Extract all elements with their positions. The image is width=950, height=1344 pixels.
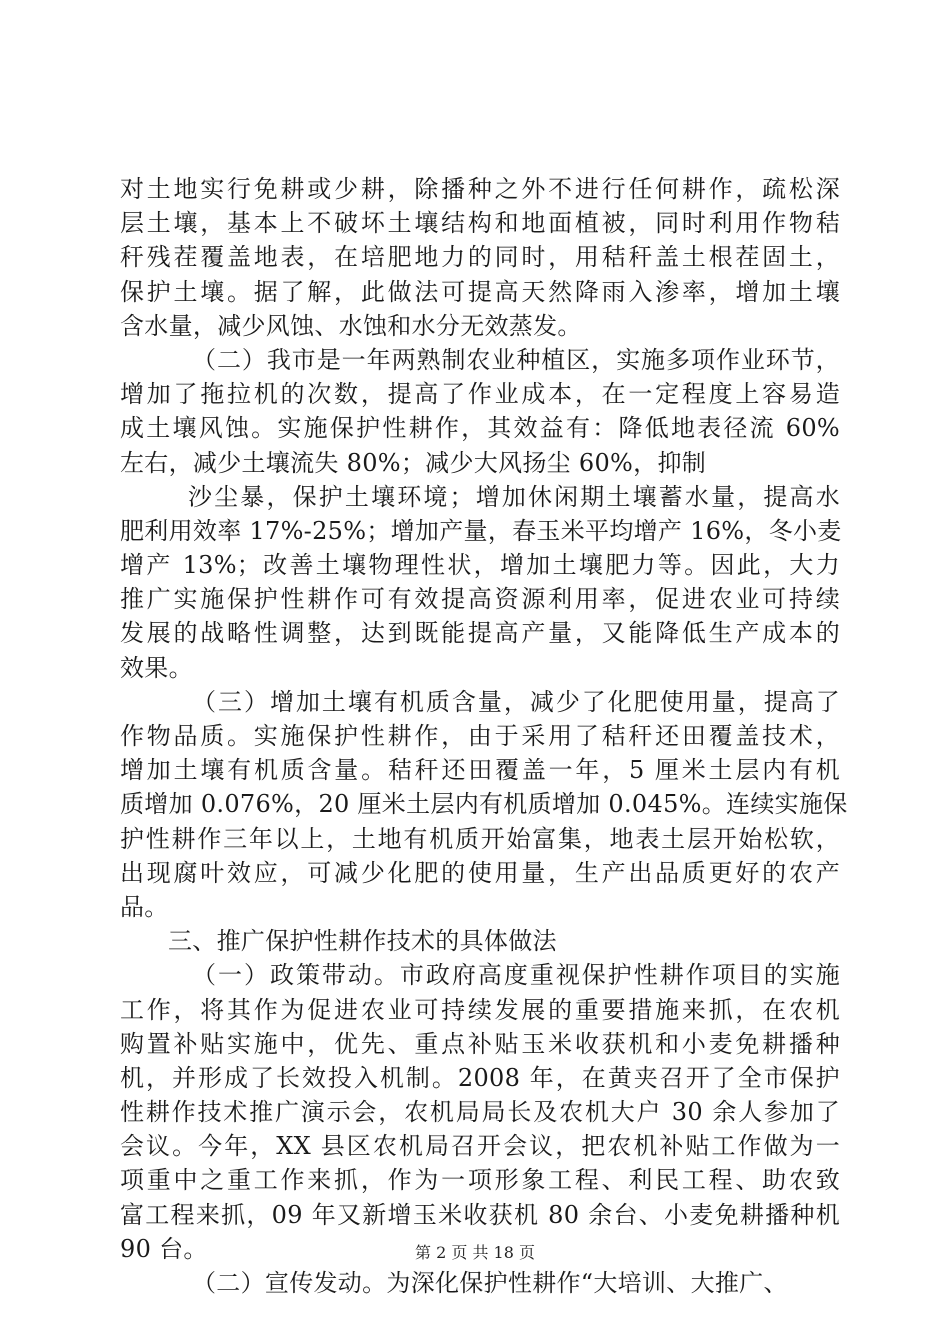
page-number: 第 2 页 共 18 页 (415, 1243, 535, 1262)
section-heading-text: 三、推广保护性耕作技术的具体做法 (168, 927, 557, 956)
text-line: 增产 13%；改善土壤物理性状，增加土壤肥力等。因此，大力 (120, 551, 840, 580)
text-line: 肥利用效率 17%-25%；增加产量，春玉米平均增产 16%，冬小麦 (120, 516, 842, 545)
paragraph (120, 685, 848, 924)
text-line: 质增加 0.076%，20 厘米土层内有机质增加 0.045%。连续实施保 (120, 790, 848, 819)
text-line: 保护土壤。据了解，此做法可提高天然降雨入渗率，增加土壤 (120, 277, 840, 306)
text-line: 富工程来抓，09 年又新增玉米收获机 80 余台、小麦免耕播种机 (120, 1200, 840, 1229)
document-body (120, 172, 848, 1300)
text-line: 层土壤，基本上不破坏土壤结构和地面植被，同时利用作物秸 (120, 209, 840, 238)
text-line: （二）我市是一年两熟制农业种植区，实施多项作业环节， (192, 345, 840, 374)
text-line: 发展的战略性调整，达到既能提高产量，又能降低生产成本的 (120, 619, 840, 648)
text-line: 效果。 (120, 653, 193, 682)
paragraph (120, 1266, 840, 1300)
text-line: （一）政策带动。市政府高度重视保护性耕作项目的实施 (192, 961, 840, 990)
page-footer (0, 1243, 950, 1263)
text-line: 成土壤风蚀。实施保护性耕作，其效益有：降低地表径流 60% (120, 414, 840, 443)
text-line: 护性耕作三年以上，土地有机质开始富集，地表土层开始松软， (120, 824, 840, 853)
paragraph (120, 172, 840, 343)
text-line: 作物品质。实施保护性耕作，由于采用了秸秆还田覆盖技术， (120, 722, 840, 750)
paragraph (120, 343, 840, 480)
text-line: 左右，减少土壤流失 80%；减少大风扬尘 60%，抑制 (120, 448, 707, 477)
text-line: 品。 (120, 892, 169, 921)
text-line: 增加了拖拉机的次数，提高了作业成本，在一定程度上容易造 (120, 380, 840, 409)
text-line: 会议。今年，XX 县区农机局召开会议，把农机补贴工作做为一 (120, 1132, 840, 1161)
text-line: 项重中之重工作来抓，作为一项形象工程、利民工程、助农致 (120, 1166, 840, 1195)
text-line: 购置补贴实施中，优先、重点补贴玉米收获机和小麦免耕播种 (120, 1029, 840, 1058)
text-line: （三）增加土壤有机质含量，减少了化肥使用量，提高了 (192, 687, 840, 716)
text-line: 对土地实行免耕或少耕，除播种之外不进行任何耕作，疏松深 (120, 175, 840, 203)
text-line: 沙尘暴，保护土壤环境；增加休闲期土壤蓄水量，提高水 (188, 482, 840, 511)
text-line: （二）宣传发动。为深化保护性耕作“大培训、大推广、 (192, 1269, 788, 1297)
text-line: 机，并形成了长效投入机制。2008 年，在黄夹召开了全市保护 (120, 1063, 840, 1092)
paragraph (120, 958, 840, 1266)
text-line: 性耕作技术推广演示会，农机局局长及农机大户 30 余人参加了 (120, 1098, 840, 1127)
text-line: 增加土壤有机质含量。秸秆还田覆盖一年，5 厘米土层内有机 (120, 756, 840, 785)
text-line: 含水量，减少风蚀、水蚀和水分无效蒸发。 (120, 311, 582, 340)
text-line: 秆残茬覆盖地表，在培肥地力的同时，用秸秆盖土根茬固土， (120, 243, 840, 272)
text-line: 90 台。 (120, 1234, 208, 1263)
section-heading (120, 924, 840, 958)
text-line: 出现腐叶效应，可减少化肥的使用量，生产出品质更好的农产 (120, 858, 840, 887)
paragraph (120, 480, 840, 685)
text-line: 推广实施保护性耕作可有效提高资源利用率，促进农业可持续 (120, 585, 840, 614)
text-line: 工作，将其作为促进农业可持续发展的重要措施来抓，在农机 (120, 995, 840, 1024)
